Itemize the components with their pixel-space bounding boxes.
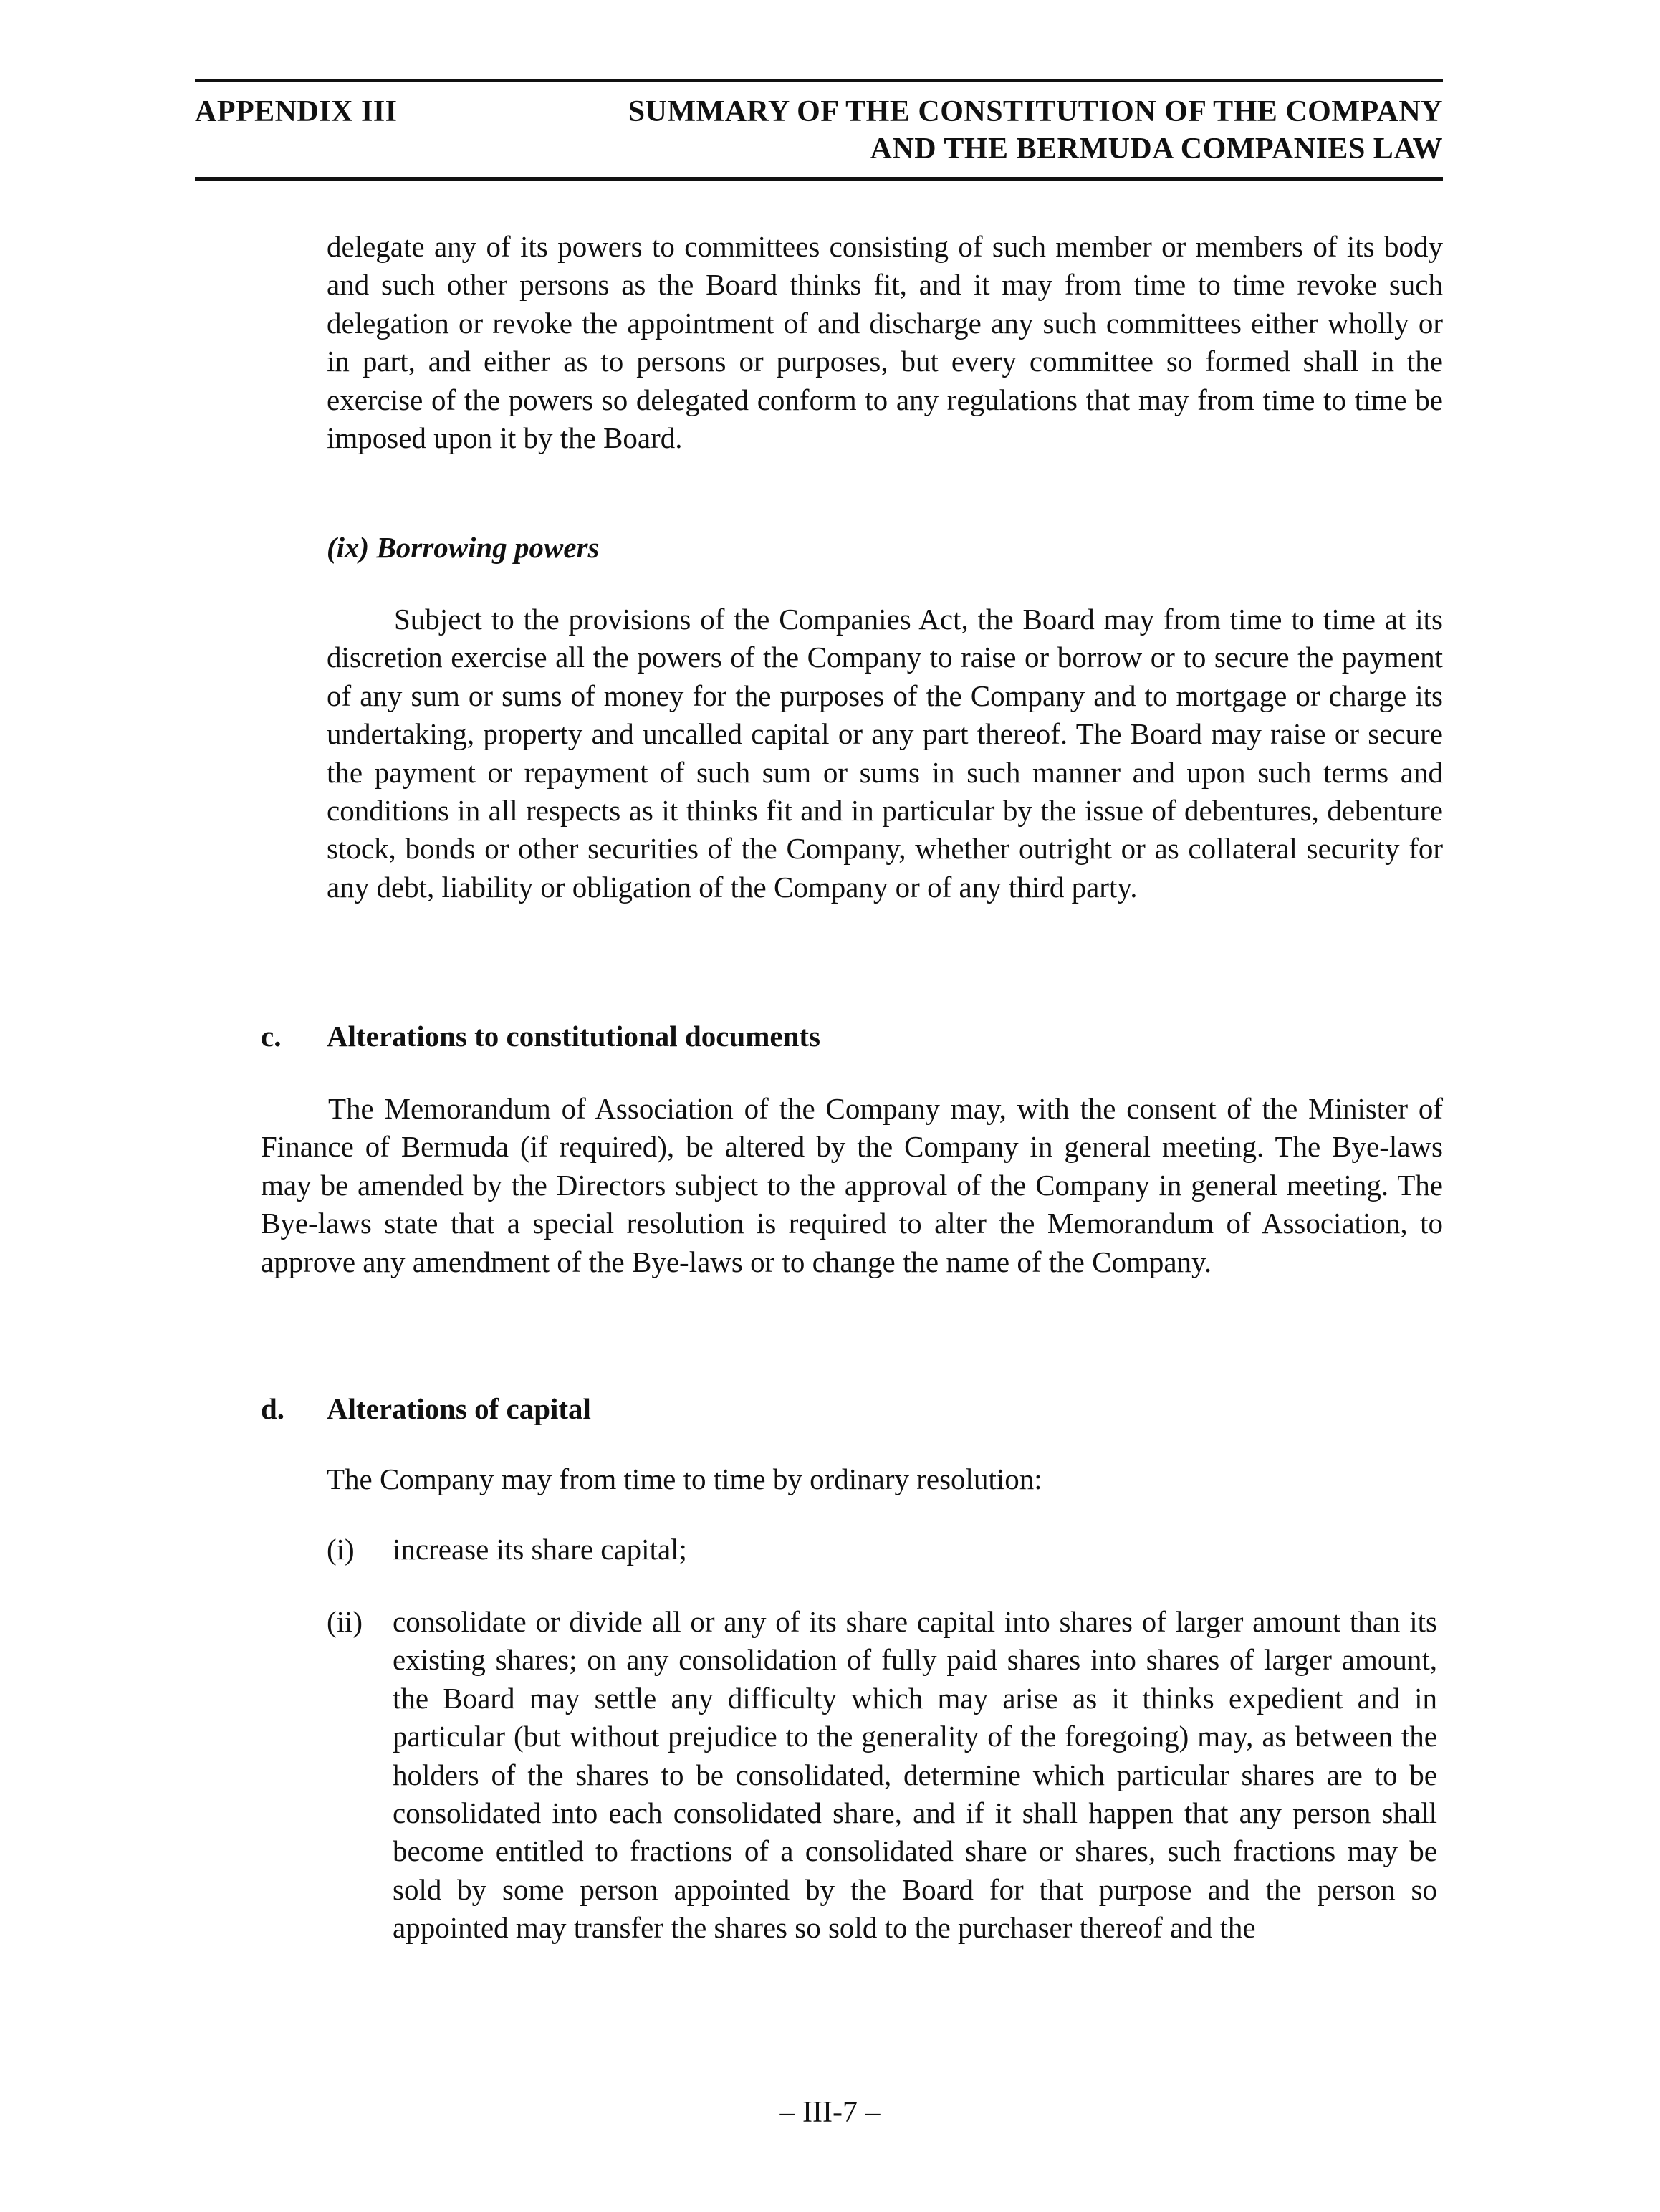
page-number: – III-7 – — [779, 2096, 881, 2129]
list-item — [327, 1531, 1443, 1569]
borrowing-powers-heading: (ix) Borrowing powers — [327, 531, 600, 564]
list-item-text: increase its share capital; — [393, 1533, 687, 1566]
section-d-heading — [261, 1390, 1443, 1427]
list-item-number: (ii) — [327, 1605, 363, 1638]
list-item — [327, 1603, 1443, 2019]
appendix-label: APPENDIX III — [195, 95, 398, 128]
page-header-title — [628, 93, 1443, 168]
continuation-text: delegate any of its powers to committees consisting of such member or members of its body and such other persons as the Board thinks fit, and it may from time to time revoke such delegation or revoke the appointment of and discharge any such committees either wholly or in part, and either as to persons or purposes, but every committee so formed shall in the exercise of the powers so delegated conform to any regulations that may from time to time be imposed upon it by the Board. — [327, 230, 1443, 455]
section-d-intro-text: The Company may from time to time by ordinary resolution: — [327, 1462, 1042, 1495]
section-d-intro — [327, 1460, 1443, 1498]
header-top-rule — [195, 79, 1443, 82]
section-c-heading — [261, 1018, 1443, 1055]
list-item-text: consolidate or divide all or any of its share capital into shares of larger amount than its existing shares; on any consolidation of fully paid shares into shares of larger amount, the Board may settle any difficulty which may arise as it thinks expedient and in particular (but without prejudice to the generality of the foregoing) may, as between the holders of the shares to be consolidated, determine which particular shares are to be consolidated into each consolidated share, and if it shall happen that any person shall become entitled to fractions of a consolidated share or shares, such fractions may be sold by some person appointed by the Board for that purpose and the person so appointed may transfer the shares so sold to the purchaser thereof and the — [393, 1605, 1437, 1945]
borrowing-powers-paragraph — [327, 600, 1443, 906]
section-d-letter: d. — [261, 1392, 285, 1425]
continuation-paragraph — [327, 228, 1443, 457]
section-c-letter: c. — [261, 1020, 282, 1053]
section-c-paragraph — [261, 1090, 1443, 1281]
header-title-line-2: AND THE BERMUDA COMPANIES LAW — [870, 133, 1443, 166]
header-bottom-rule — [195, 177, 1443, 181]
borrowing-powers-text: Subject to the provisions of the Companies Act, the Board may from time to time at its discretion exercise all the powers of the Company to raise or borrow or to secure the payment of any sum or sums of money for the purposes of the Company and to mortgage or charge its undertaking, property and uncalled capital or any part thereof. The Board may raise or secure the payment or repayment of such sum or sums in such manner and upon such terms and conditions in all respects as it thinks fit and in particular by the issue of debentures, debenture stock, bonds or other securities of the Company, whether outright or as collateral security for any debt, liability or obligation of the Company or of any third party. — [327, 603, 1443, 904]
section-d-title: Alterations of capital — [327, 1392, 591, 1425]
section-c-text: The Memorandum of Association of the Company may, with the consent of the Minister of Finance of Bermuda (if required), be altered by the Company in general meeting. The Bye-laws may be amended by the Directors subject to the approval of the Company in general meeting. The Bye-laws state that a special resolution is required to alter the Memorandum of Association, to approve any amendment of the Bye-laws or to change the name of the Company. — [261, 1092, 1443, 1278]
header-title-line-1: SUMMARY OF THE CONSTITUTION OF THE COMPANY — [628, 95, 1443, 128]
list-item-number: (i) — [327, 1533, 355, 1566]
section-c-title: Alterations to constitutional documents — [327, 1020, 821, 1053]
